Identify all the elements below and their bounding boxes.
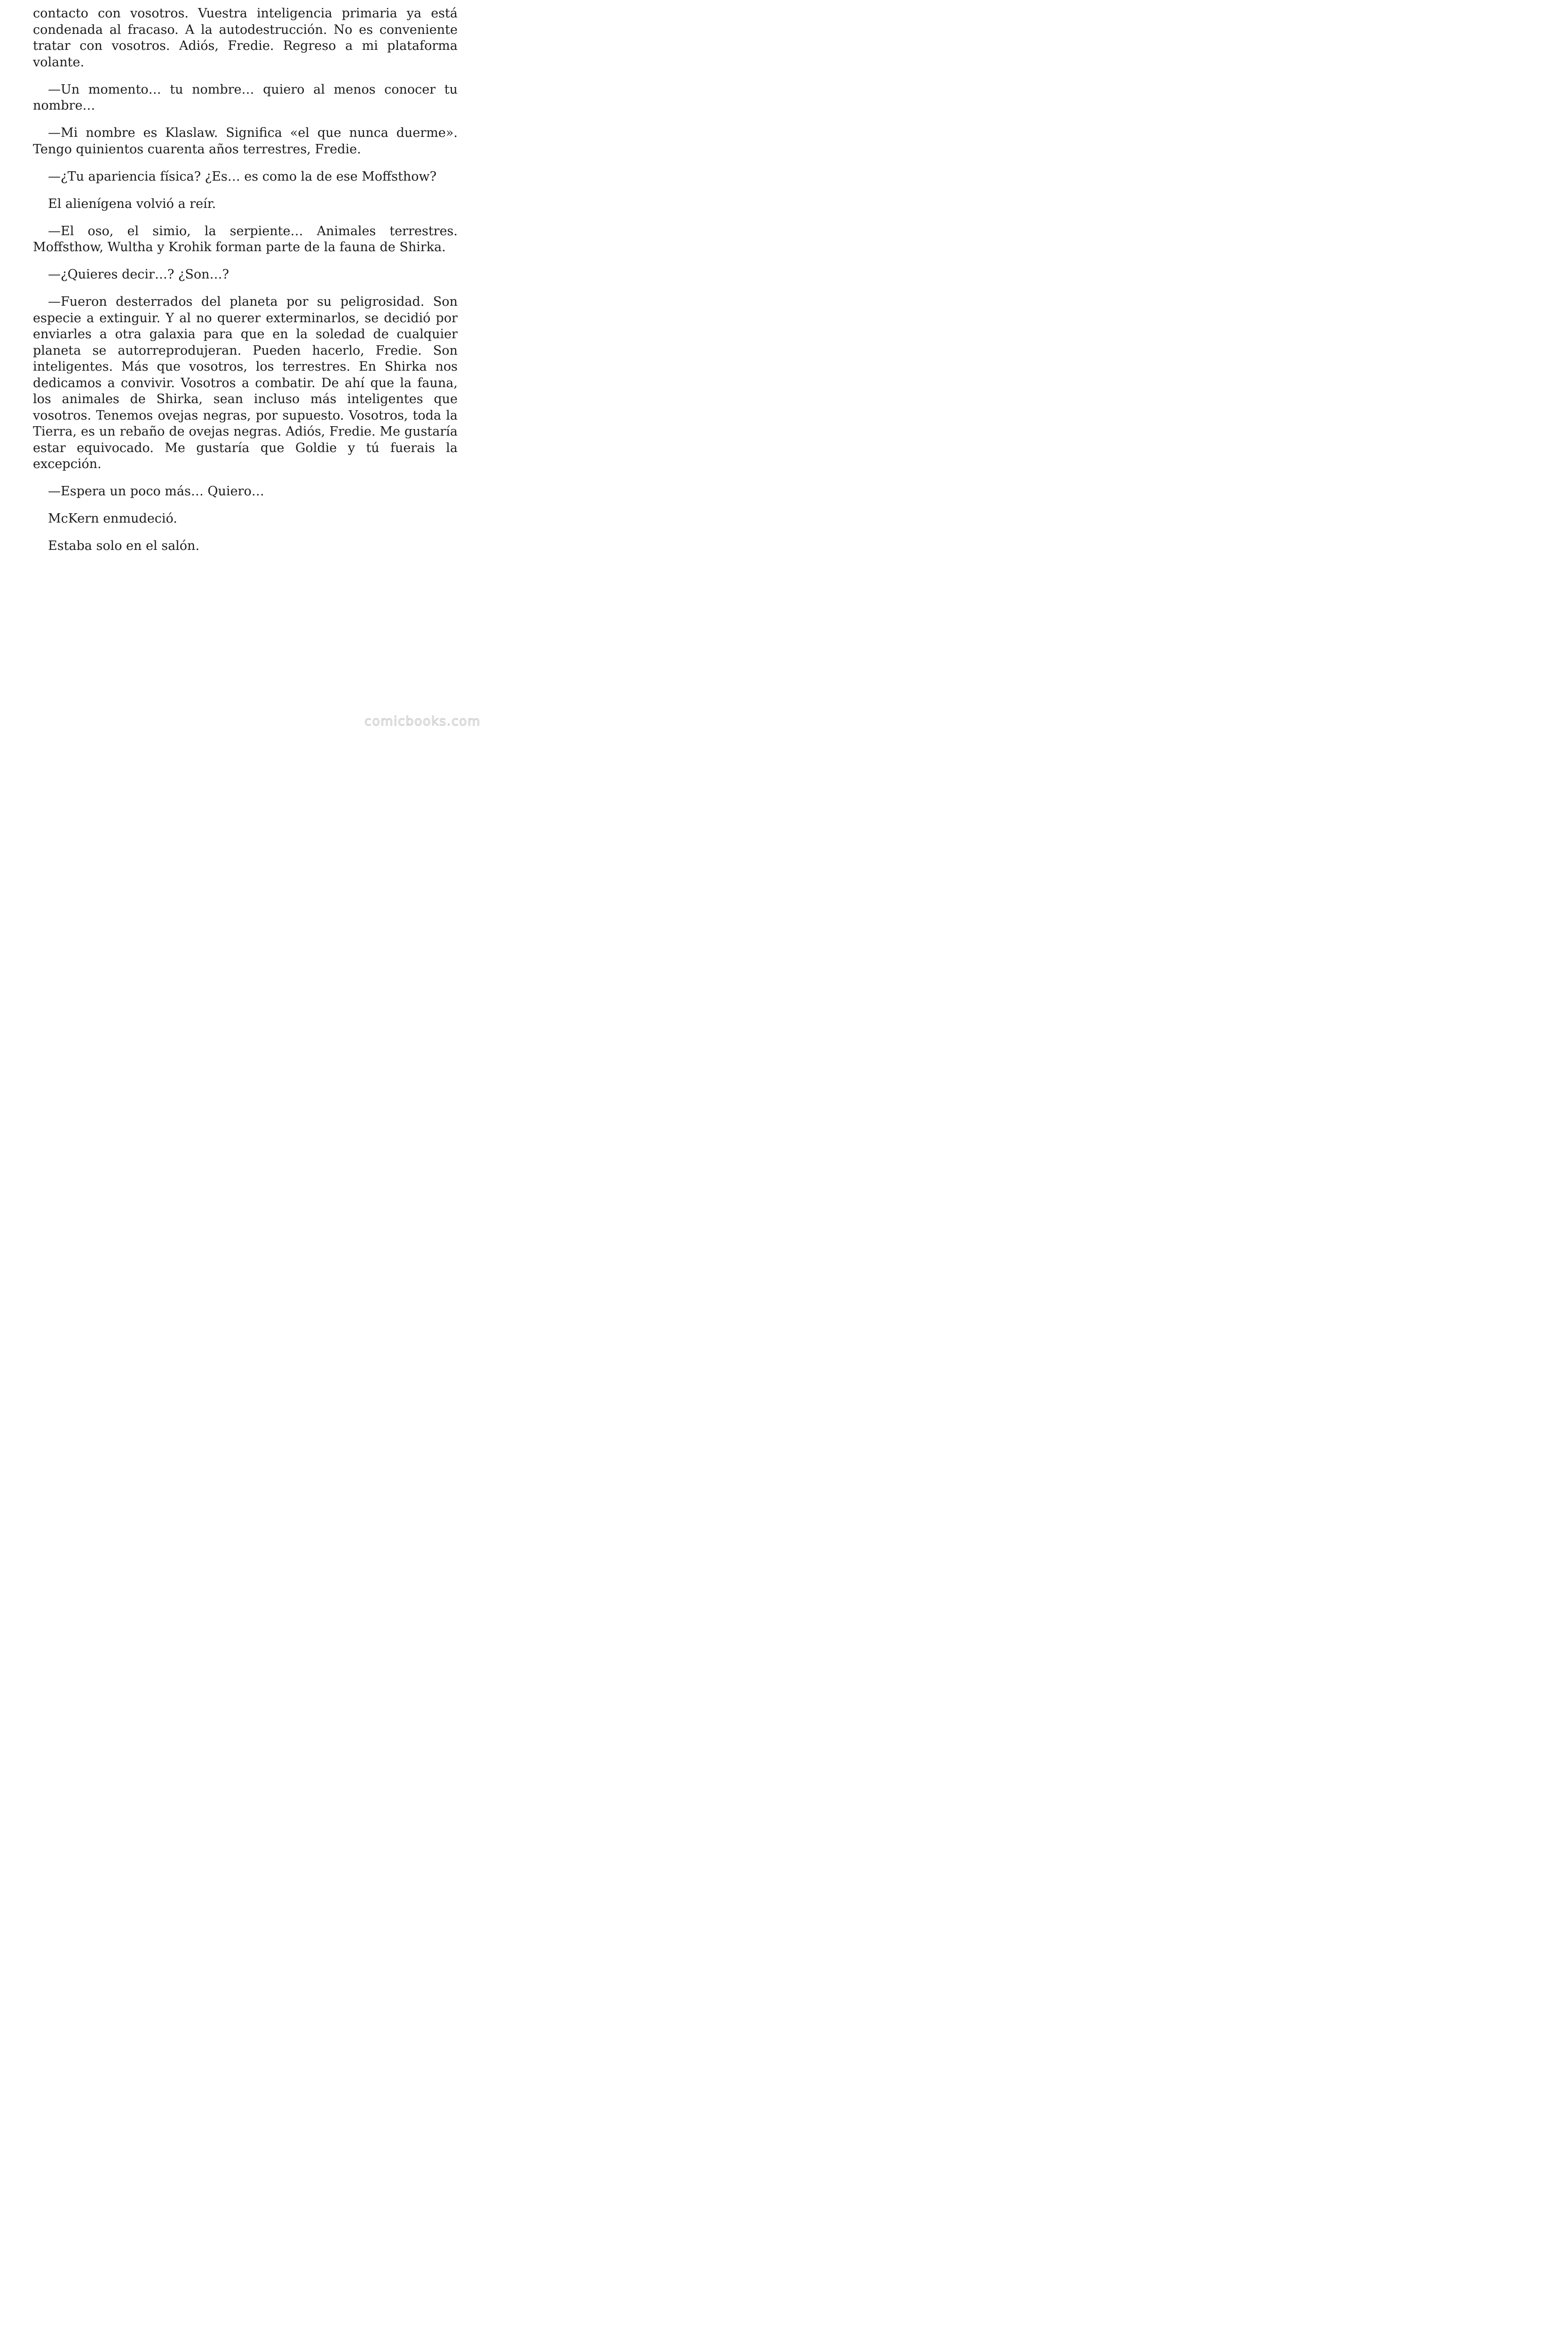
paragraph: Estaba solo en el salón.	[48, 539, 200, 553]
paragraph: —Espera un poco más… Quiero…	[48, 484, 264, 499]
paragraph: —El oso, el simio, la serpiente… Animales terrestres. Moffsthow, Wultha y Krohik forman parte de la fauna de Shirka.	[33, 223, 458, 254]
page-body	[33, 6, 458, 565]
paragraph: —¿Quieres decir…? ¿Son…?	[48, 267, 230, 282]
watermark: comicbooks.com	[364, 714, 481, 729]
paragraph: McKern enmudeció.	[48, 511, 177, 526]
paragraph: —¿Tu apariencia física? ¿Es… es como la de ese Moffsthow?	[48, 169, 437, 184]
paragraph: El alienígena volvió a reír.	[48, 196, 216, 211]
paragraph: contacto con vosotros. Vuestra inteligencia primaria ya está condenada al fracaso. A la autodestrucción. No es conveniente tratar con vosotros. Adiós, Fredie. Regreso a mi plataforma volante.	[33, 6, 458, 70]
paragraph: —Mi nombre es Klaslaw. Significa «el que nunca duerme». Tengo quinientos cuarenta años terrestres, Fredie.	[33, 126, 458, 157]
paragraph: —Fueron desterrados del planeta por su peligrosidad. Son especie a extinguir. Y al no querer exterminarlos, se decidió por enviarles a otra galaxia para que en la soledad de cualquier planeta se autorreprodujeran. Pueden hacerlo, Fredie. Son inteligentes. Más que vosotros, los terrestres. En Shirka nos dedicamos a convivir. Vosotros a combatir. De ahí que la fauna, los animales de Shirka, sean incluso más inteligentes que vosotros. Tenemos ovejas negras, por supuesto. Vosotros, toda la Tierra, es un rebaño de ovejas negras. Adiós, Fredie. Me gustaría estar equivocado. Me gustaría que Goldie y tú fuerais la excepción.	[33, 294, 458, 471]
paragraph: —Un momento… tu nombre… quiero al menos conocer tu nombre…	[33, 82, 458, 113]
